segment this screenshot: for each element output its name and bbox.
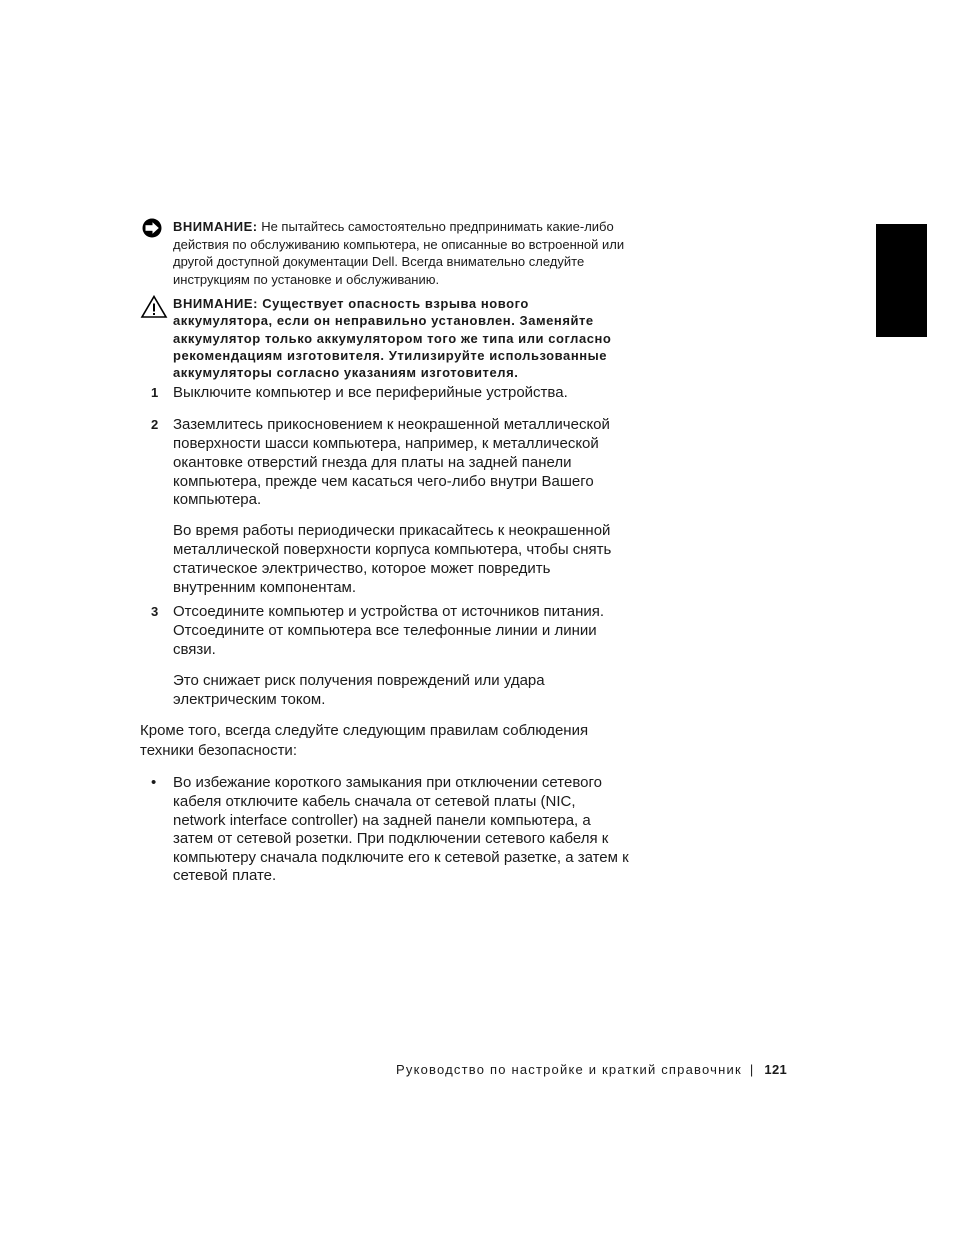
notice-text: Не пытайтесь самостоятельно предпринимать какие-либо действия по обслуживанию компьютера, не описанные во встроенной или другой доступной документации Dell. Всегда внимательно следуйте инструкциям по установке и обслуживанию. xyxy=(173,219,625,287)
bullet-list xyxy=(140,774,632,886)
list-item xyxy=(140,416,632,597)
warning-triangle-icon xyxy=(140,295,168,323)
bullet-text: Во избежание короткого замыкания при отключении сетевого кабеля отключите кабель сначала от сетевой платы (NIC, network interface controller) на задней панели компьютера, а затем от сетевой розетки. При подключении сетевого кабеля к компьютеру сначала подключите его к сетевой разетке, а затем к сетевой плате. xyxy=(173,774,629,885)
step-note: Во время работы периодически прикасайтесь к неокрашенной металлической поверхности корпуса компьютера, чтобы снять статическое электричество, которое может повредить внутренним компонентам. xyxy=(173,522,612,596)
list-item xyxy=(140,774,632,886)
notice-block xyxy=(140,218,632,288)
page-content xyxy=(140,218,632,886)
warning-block xyxy=(140,295,632,381)
list-item xyxy=(140,384,632,403)
bullet-mark: • xyxy=(151,774,157,792)
step-note: Это снижает риск получения повреждений или удара электрическим током. xyxy=(173,671,545,708)
step-text: Отсоедините компьютер и устройства от источников питания. Отсоедините от компьютера все телефонные линии и линии связи. xyxy=(173,603,605,659)
footer-title: Руководство по настройке и краткий справочник xyxy=(396,1062,742,1077)
step-number: 1 xyxy=(151,385,159,401)
step-text: Заземлитесь прикосновением к неокрашенной металлической поверхности шасси компьютера, например, к металлической окантовке отверстий гнезда для платы на задней панели компьютера, прежде чем касаться чего-либо внутри Вашего компьютера. xyxy=(173,416,610,509)
page-footer xyxy=(396,1062,826,1077)
warning-text: Существует опасность взрыва нового аккумулятора, если он неправильно установлен. Заменяйте аккумулятор только аккумулятором того же типа или согласно рекомендациям изготовителя. Утилизируйте использованные аккумуляторы согласно указаниям изготовителя. xyxy=(173,296,612,381)
chapter-tab xyxy=(876,224,927,337)
steps-list xyxy=(140,384,632,709)
notice-icon xyxy=(140,218,164,243)
step-number: 3 xyxy=(151,604,159,620)
safety-intro: Кроме того, всегда следуйте следующим правилам соблюдения техники безопасности: xyxy=(140,722,589,759)
page-number: 121 xyxy=(764,1062,788,1077)
list-item xyxy=(140,603,632,709)
warning-label: ВНИМАНИЕ: xyxy=(173,296,259,311)
notice-label: ВНИМАНИЕ: xyxy=(173,219,258,234)
step-number: 2 xyxy=(151,417,159,433)
footer-separator: | xyxy=(749,1062,755,1077)
step-text: Выключите компьютер и все периферийные устройства. xyxy=(173,384,568,402)
